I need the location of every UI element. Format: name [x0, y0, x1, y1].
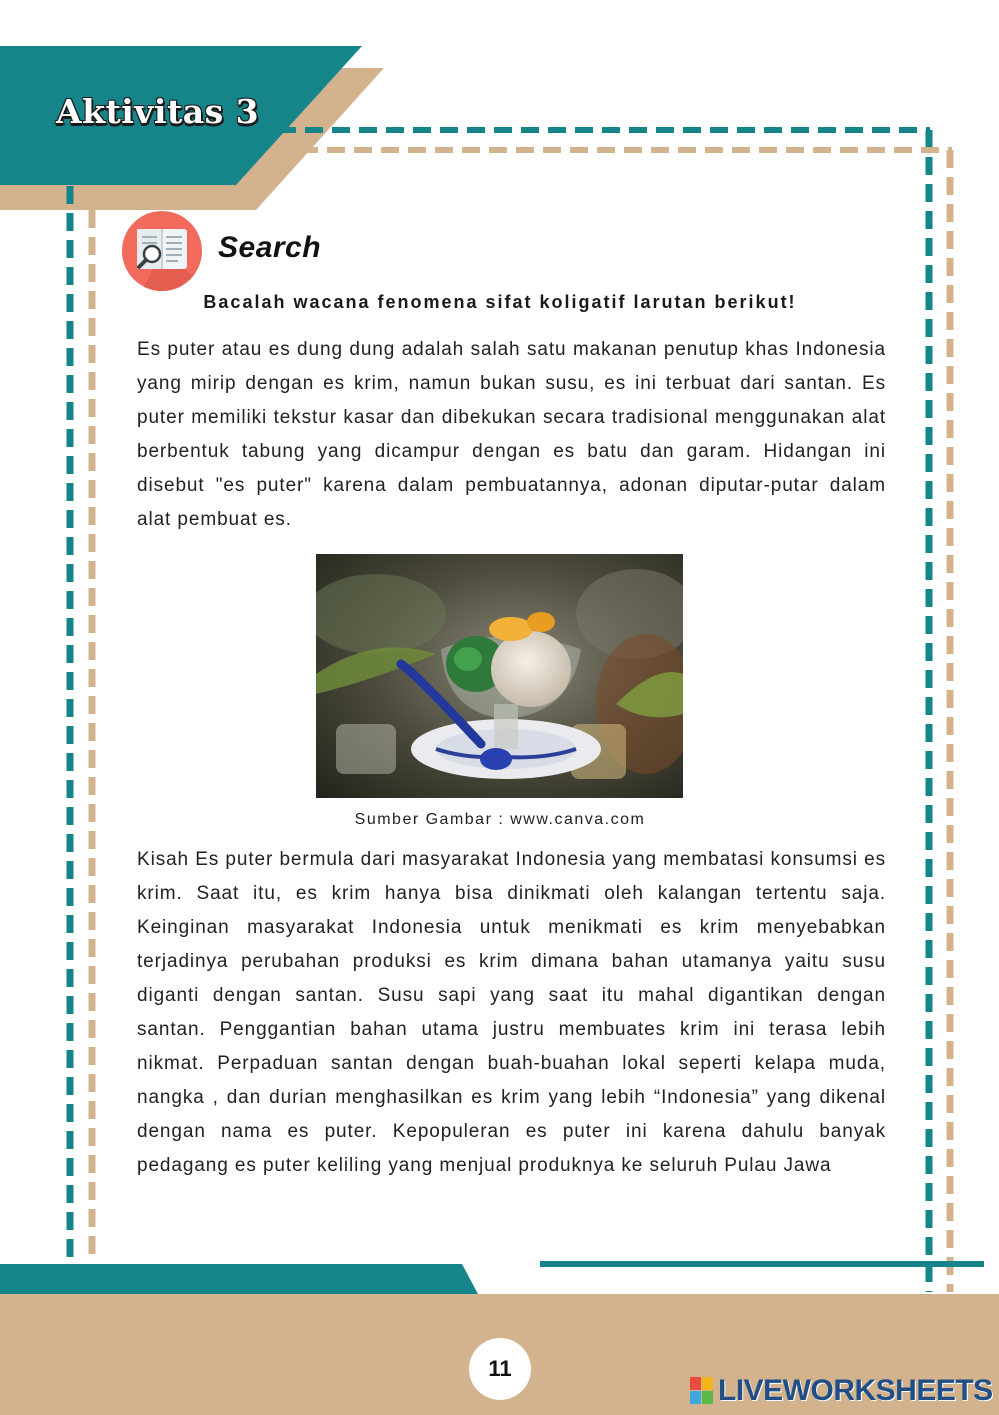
- liveworksheets-logo-icon: [690, 1377, 714, 1405]
- footer-band-teal: [0, 1264, 478, 1294]
- page-number: 11: [469, 1338, 531, 1400]
- section-heading: Search: [218, 231, 322, 264]
- liveworksheets-logo[interactable]: [690, 1374, 993, 1408]
- paragraph-intro: Es puter atau es dung dung adalah salah satu makanan penutup khas Indonesia yang mirip dengan es krim, namun bukan susu, es ini terbuat dari santan. Es puter memiliki tekstur kasar dan dibekukan secara tradisional menggunakan alat berbentuk tabung yang dicampur dengan es batu dan garam. Hidangan ini disebut "es puter" karena dalam pembuatannya, adonan diputar-putar dalam alat pembuat es.: [137, 339, 886, 530]
- brand-text: LIVEWORKSHEETS: [718, 1374, 993, 1407]
- paragraph-history: Kisah Es puter bermula dari masyarakat Indonesia yang membatasi konsumsi es krim. Saat itu, es krim hanya bisa dinikmati oleh kalangan tertentu saja. Keinginan masyarakat Indonesia untuk menikmati es krim menyebabkan terjadinya perubahan produksi es krim dimana bahan utamanya yaitu susu diganti dengan santan. Susu sapi yang saat itu mahal digantikan dengan santan. Penggantian bahan utama justru membuates krim ini terasa lebih nikmat. Perpaduan santan dengan buah-buahan lokal seperti kelapa muda, nangka , dan durian menghasilkan es krim yang lebih “Indonesia” yang dikenal dengan nama es puter. Kepopuleran es puter ini karena dahulu banyak pedagang es puter keliling yang menjual produknya ke seluruh Pulau Jawa: [137, 849, 886, 1176]
- es-puter-photo: [316, 554, 683, 798]
- image-caption: Sumber Gambar : www.canva.com: [354, 811, 646, 828]
- activity-title: Aktivitas 3: [56, 92, 260, 131]
- instruction-text: Bacalah wacana fenomena sifat koligatif larutan berikut!: [203, 292, 797, 312]
- book-magnifier-icon: [122, 211, 202, 291]
